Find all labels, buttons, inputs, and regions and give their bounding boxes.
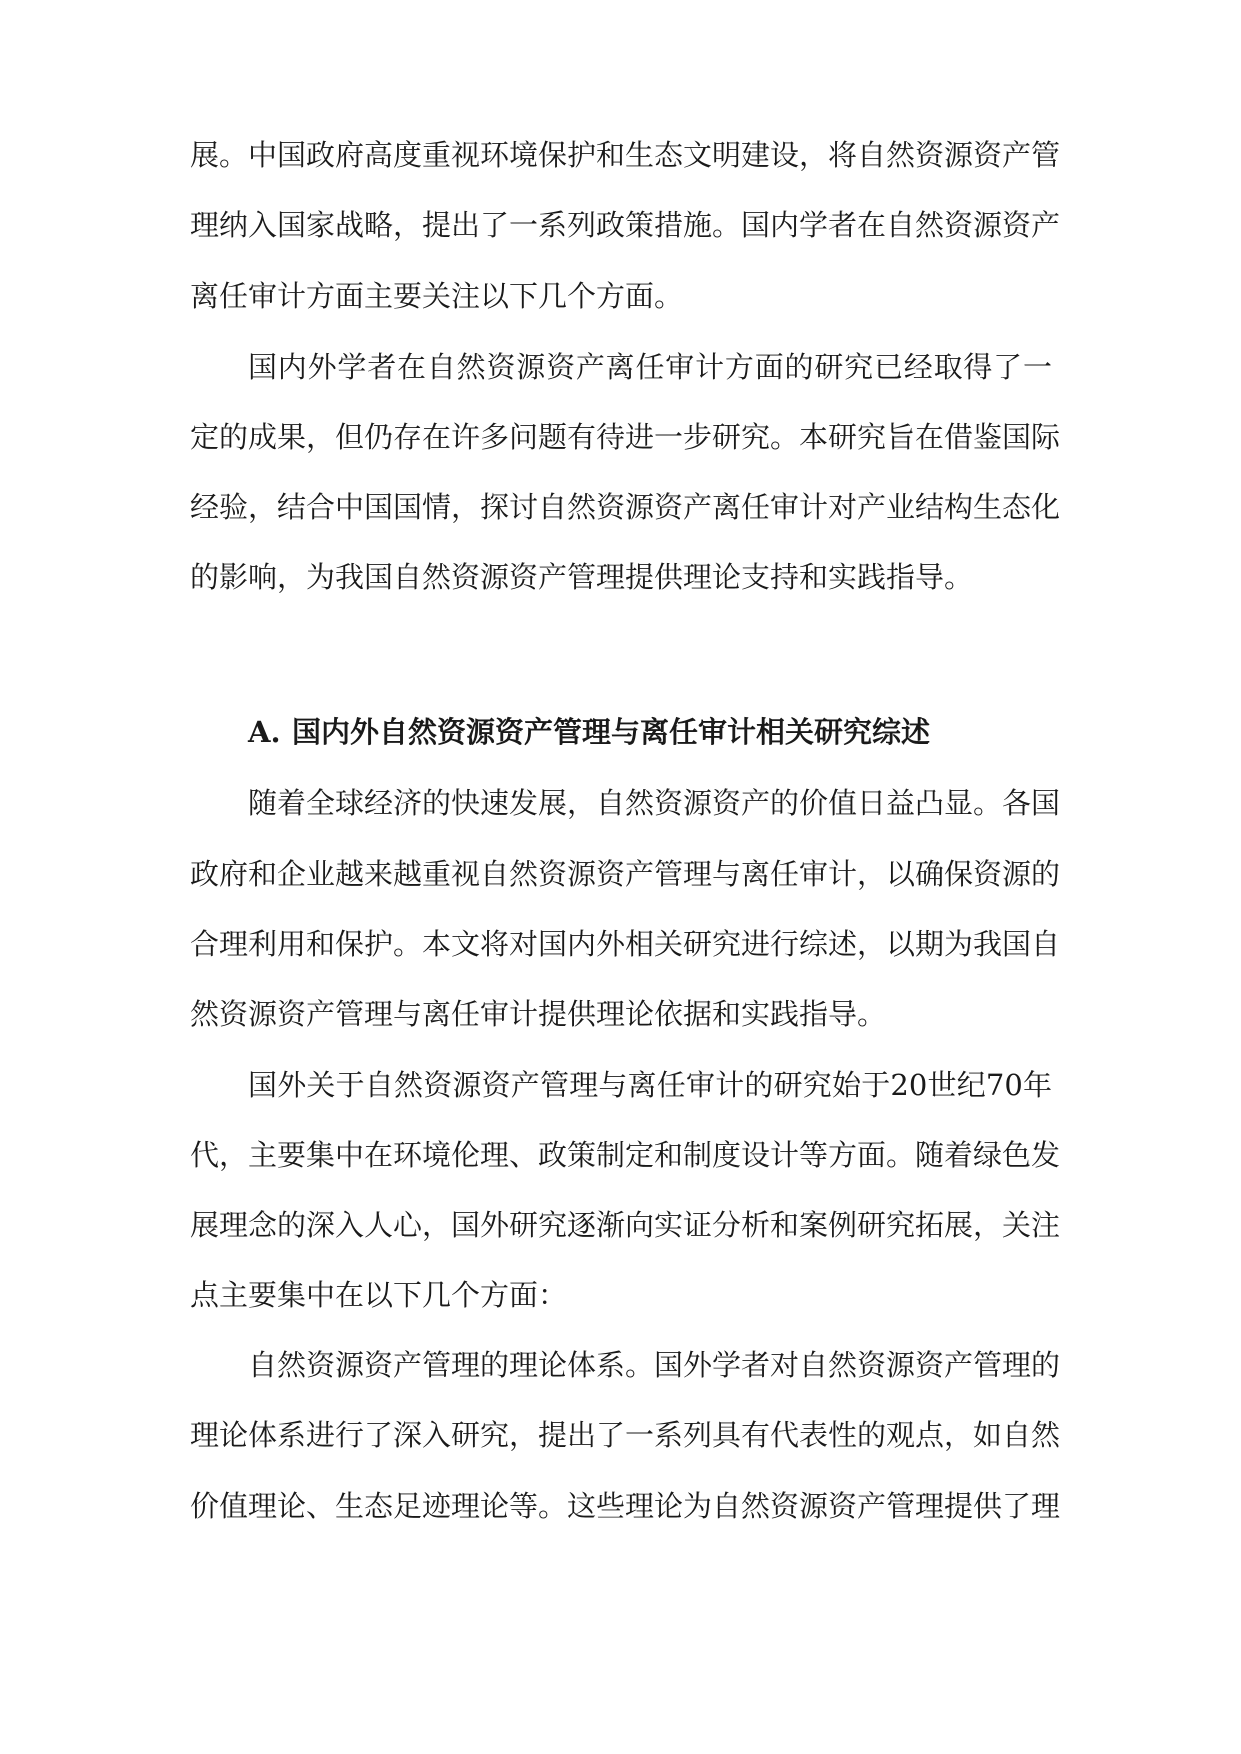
paragraph-3-line-2: 政府和企业越来越重视自然资源资产管理与离任审计，以确保资源的	[190, 857, 1061, 891]
paragraph-1-line-3: 离任审计方面主要关注以下几个方面。	[190, 279, 684, 313]
paragraph-3-line-1: 随着全球经济的快速发展，自然资源资产的价值日益凸显。各国	[248, 786, 1061, 820]
paragraph-2-line-1: 国内外学者在自然资源资产离任审计方面的研究已经取得了一	[248, 350, 1052, 384]
paragraph-4-line-1: 国外关于自然资源资产管理与离任审计的研究始于20世纪70年	[248, 1068, 1052, 1102]
paragraph-5-line-1: 自然资源资产管理的理论体系。国外学者对自然资源资产管理的	[248, 1348, 1061, 1382]
paragraph-4-line-3: 展理念的深入人心，国外研究逐渐向实证分析和案例研究拓展，关注	[190, 1208, 1061, 1242]
paragraph-3-line-4: 然资源资产管理与离任审计提供理论依据和实践指导。	[190, 997, 887, 1031]
paragraph-2-line-2: 定的成果，但仍存在许多问题有待进一步研究。本研究旨在借鉴国际	[190, 420, 1061, 454]
section-heading-label: A.	[248, 715, 281, 749]
paragraph-4-line-2: 代，主要集中在环境伦理、政策制定和制度设计等方面。随着绿色发	[190, 1138, 1061, 1172]
section-heading-text: 国内外自然资源资产管理与离任审计相关研究综述	[292, 715, 931, 749]
paragraph-1-line-1: 展。中国政府高度重视环境保护和生态文明建设，将自然资源资产管	[190, 138, 1061, 172]
section-heading	[248, 712, 1052, 752]
paragraph-3-line-3: 合理利用和保护。本文将对国内外相关研究进行综述，以期为我国自	[190, 927, 1061, 961]
paragraph-4-line-4: 点主要集中在以下几个方面：	[190, 1278, 568, 1312]
paragraph-2-line-3: 经验，结合中国国情，探讨自然资源资产离任审计对产业结构生态化	[190, 490, 1061, 524]
paragraph-2-line-4: 的影响，为我国自然资源资产管理提供理论支持和实践指导。	[190, 560, 974, 594]
paragraph-5-line-3: 价值理论、生态足迹理论等。这些理论为自然资源资产管理提供了理	[190, 1489, 1061, 1523]
paragraph-1-line-2: 理纳入国家战略，提出了一系列政策措施。国内学者在自然资源资产	[190, 208, 1061, 242]
paragraph-5-line-2: 理论体系进行了深入研究，提出了一系列具有代表性的观点，如自然	[190, 1418, 1061, 1452]
